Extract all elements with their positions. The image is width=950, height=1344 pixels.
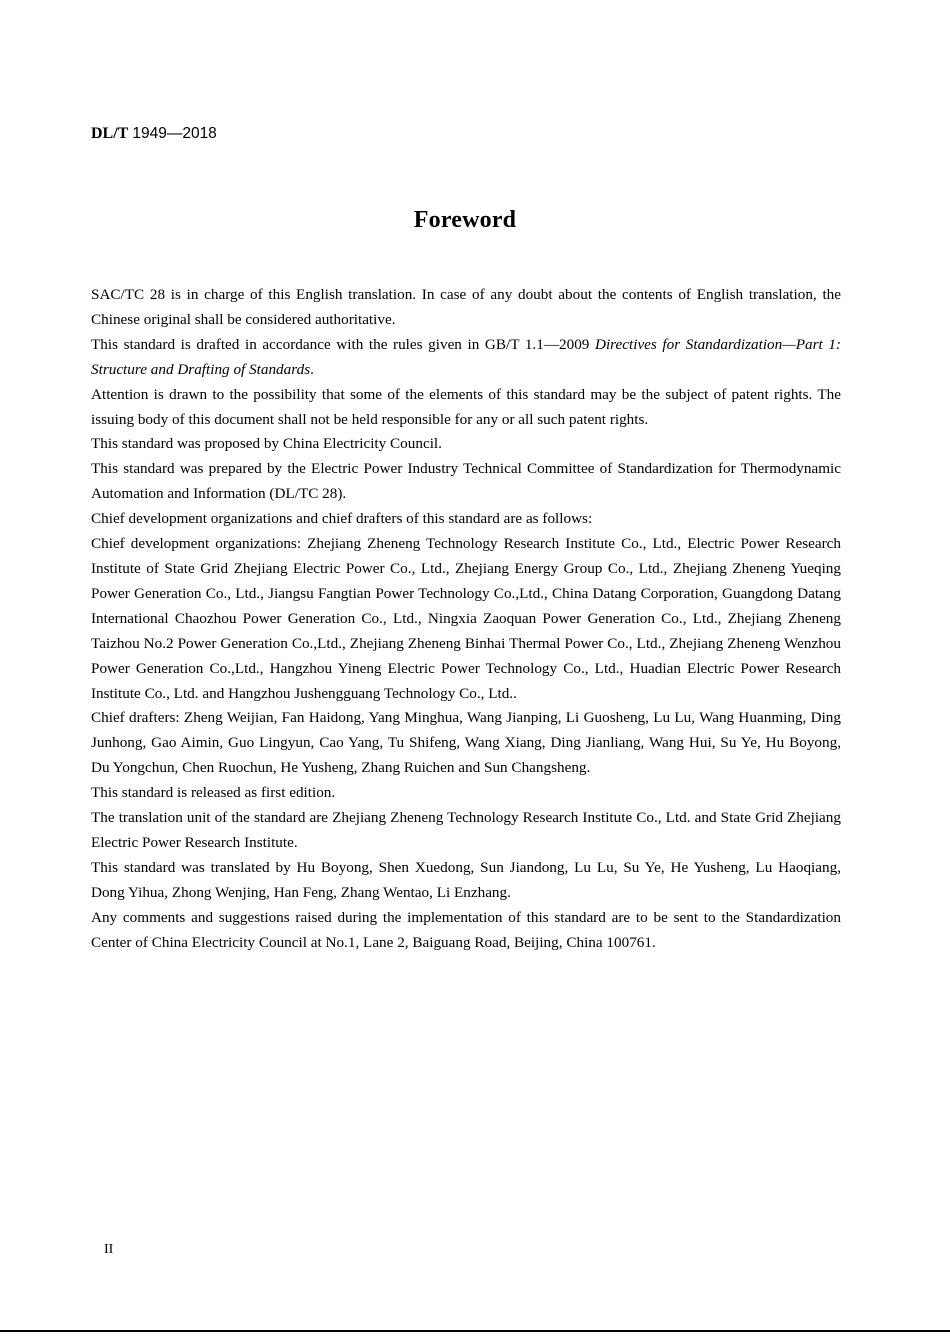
paragraph-translation-unit: The translation unit of the standard are Zhejiang Zheneng Technology Research Institute Co., Ltd. and State Grid Zhejiang Electric Power Research Institute. [91, 809, 841, 851]
drafting-rules-end: . [310, 360, 314, 378]
bottom-divider [0, 1330, 950, 1344]
foreword-body [91, 283, 841, 955]
paragraph-proposer: This standard was proposed by China Electricity Council. [91, 435, 442, 453]
drafting-rules-title: Directives for Standardization—Part 1: Structure and Drafting of Standards [91, 335, 841, 378]
paragraph-comments-address: Any comments and suggestions raised during the implementation of this standard are to be sent to the Standardization Center of China Electricity Council at No.1, Lane 2, Baiguang Road, Beijing, China 100761. [91, 908, 841, 951]
paragraph-preparer: This standard was prepared by the Electric Power Industry Technical Committee of Standardization for Thermodynamic Automation and Information (DL/TC 28). [91, 460, 841, 503]
paragraph-drafting-rules [91, 333, 841, 383]
paragraph-chief-drafters: Chief drafters: Zheng Weijian, Fan Haidong, Yang Minghua, Wang Jianping, Li Guosheng, Lu Lu, Wang Huanming, Ding Junhong, Gao Aimin, Guo Lingyun, Cao Yang, Tu Shifeng, Wang Xiang, Ding Jianliang, Wang Hui, Su Ye, Hu Boyong, Du Yongchun, Chen Ruochun, He Yusheng, Zhang Ruichen and Sun Changsheng. [91, 709, 841, 777]
page-number: II [104, 1242, 114, 1257]
paragraph-translation-note: SAC/TC 28 is in charge of this English translation. In case of any doubt about the contents of English translation, the Chinese original shall be considered authoritative. [91, 286, 841, 328]
page-title: Foreword [413, 207, 517, 233]
paragraph-development-organizations: Chief development organizations: Zhejiang Zheneng Technology Research Institute Co., Ltd., Electric Power Research Institute of State Grid Zhejiang Electric Power Co., Ltd., Zhejiang Energy Group Co., Ltd., Zhejiang Zheneng Yueqing Power Generation Co., Ltd., Jiangsu Fangtian Power Technology Co.,Ltd., China Datang Corporation, Guangdong Datang International Chaozhou Power Generation Co., Ltd., Ningxia Zaoquan Power Generation Co., Ltd., Zhejiang Zheneng Taizhou No.2 Power Generation Co.,Ltd., Zhejiang Zheneng Binhai Thermal Power Co., Ltd., Zhejiang Zheneng Wenzhou Power Generation Co.,Ltd., Hangzhou Yineng Electric Power Technology Co., Ltd., Huadian Electric Power Research Institute Co., Ltd. and Hangzhou Jushengguang Technology Co., Ltd.. [91, 535, 841, 702]
drafting-rules-text: This standard is drafted in accordance with the rules given in GB/T 1.1—2009 [91, 335, 595, 353]
standard-code: DL/T [91, 125, 129, 142]
document-header [91, 124, 217, 144]
paragraph-organizations-intro: Chief development organizations and chief drafters of this standard are as follows: [91, 510, 593, 528]
standard-number: 1949—2018 [132, 125, 217, 142]
paragraph-translators: This standard was translated by Hu Boyong, Shen Xuedong, Sun Jiandong, Lu Lu, Su Ye, He Yusheng, Lu Haoqiang, Dong Yihua, Zhong Wenjing, Han Feng, Zhang Wentao, Li Enzhang. [91, 858, 841, 901]
paragraph-patent-notice: Attention is drawn to the possibility that some of the elements of this standard may be the subject of patent rights. The issuing body of this document shall not be held responsible for any or all such patent rights. [91, 385, 841, 428]
paragraph-edition: This standard is released as first edition. [91, 784, 336, 802]
